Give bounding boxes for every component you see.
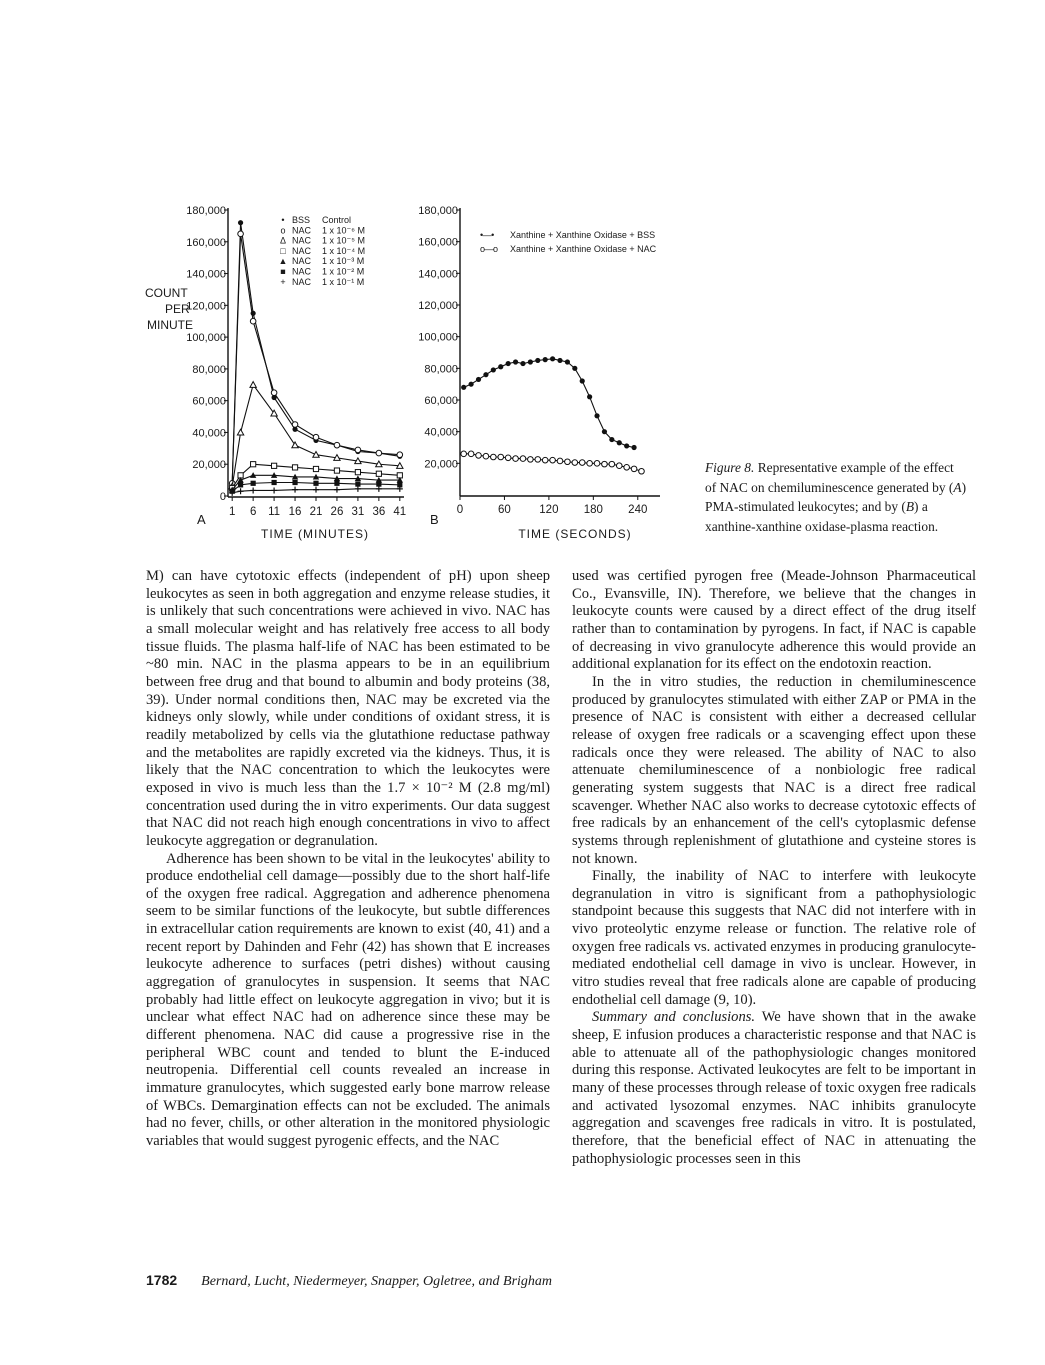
x-tick-label: 1 (228, 506, 236, 518)
legend-marker: ▲ (278, 256, 288, 267)
paragraph: used was certified pyrogen free (Meade-Johnson Pharmaceutical Co., Evansville, IN). Therefore, we believe that the changes in leukocyte counts were caused by a direct effect of the drug itself rather than to contamination by pyrogens. In fact, if NAC is capable of decreasing in vivo granulocyte adherence this would provide an additional explanation for its effect on the endotoxin reaction. (572, 568, 976, 673)
data-point (461, 385, 466, 390)
paragraph: M) can have cytotoxic effects (independent of pH) upon sheep leukocytes as seen in both aggregation and enzyme release studies, it is unlikely that such concentrations were achieved in vivo. NAC has a small molecular weight and has relatively free access to all body tissue fluids. The plasma half-life of NAC has been estimated to be ~80 min. NAC in the plasma appears to be in an equilibrium between free drug and that bound to albumin and body proteins (38, 39). Under normal conditions then, NAC may be excreted via the kidneys only slowly, while under conditions of oxidant stress, it is readily metabolized by cells via the glutathione reductase pathway and the metabolites are rapidly excreted via the kidneys. Thus, it is likely that the NAC concentration to which the leukocytes were exposed in vivo is much less than the 1.7 × 10⁻² M (2.8 mg/ml) concentration used during the in vitro experiments. Our data suggest that NAC did not reach high enough concentrations in vivo to affect leukocyte aggregation or degranulation. (146, 568, 550, 849)
data-point (238, 488, 244, 494)
page-number: 1782 (146, 1272, 178, 1288)
data-point (238, 482, 243, 487)
data-point (476, 453, 482, 459)
data-point (483, 453, 489, 459)
y-tick-label: 120,000 (418, 300, 458, 312)
data-point (520, 361, 525, 366)
data-point (292, 465, 297, 470)
data-point (572, 366, 577, 371)
data-point (550, 457, 556, 463)
data-point (292, 487, 298, 493)
legend-label: Xanthine + Xanthine Oxidase + NAC (510, 244, 657, 254)
data-point (579, 460, 585, 466)
data-point (565, 359, 570, 364)
data-point (505, 455, 511, 461)
y-tick-label: 0 (219, 491, 226, 503)
y-axis-label: PER (165, 302, 190, 316)
y-tick-label: 20,000 (424, 458, 458, 471)
data-point (506, 361, 511, 366)
legend-marker: •—• (480, 230, 494, 240)
data-point (616, 463, 622, 469)
x-tick-label: 26 (330, 506, 344, 518)
data-point (491, 454, 497, 460)
data-point (587, 461, 593, 467)
x-axis-label: TIME (MINUTES) (261, 527, 369, 541)
series-line (464, 359, 634, 448)
y-axis-label: COUNT (145, 286, 188, 300)
chart-panel-b (418, 205, 660, 541)
x-tick-label: 16 (288, 506, 302, 518)
legend-marker: Δ (279, 235, 287, 246)
data-point (461, 451, 467, 457)
data-point (624, 443, 629, 448)
y-tick-label: 40,000 (424, 426, 458, 439)
data-point (292, 480, 297, 485)
page-footer (146, 1272, 552, 1290)
data-point (469, 382, 474, 387)
data-point (334, 468, 339, 473)
data-point (513, 456, 519, 462)
data-point (542, 457, 548, 463)
x-tick-label: 11 (268, 506, 281, 518)
legend-desc: 1 x 10⁻¹ M (322, 276, 365, 287)
x-tick-label: 60 (498, 504, 511, 516)
data-point (271, 480, 276, 485)
y-tick-label: 60,000 (192, 395, 226, 408)
legend-label: Xanthine + Xanthine Oxidase + BSS (510, 230, 656, 240)
y-tick-label: 160,000 (186, 236, 226, 249)
legend-marker: o (280, 225, 286, 236)
caption-text-1: Representative example of the effect of NAC on chemiluminescence generated by ( (705, 460, 954, 495)
data-point (565, 459, 571, 465)
summary-paragraph (572, 1009, 976, 1168)
data-point (313, 451, 319, 457)
data-point (313, 434, 319, 440)
data-point (572, 460, 578, 466)
data-point (587, 394, 592, 399)
data-point (251, 462, 256, 467)
body-column-right (572, 568, 976, 1168)
x-tick-label: 41 (393, 506, 407, 518)
data-point (483, 372, 488, 377)
data-point (609, 437, 614, 442)
paragraph: Adherence has been shown to be vital in the leukocytes' ability to produce endothelial cell damage—possibly due to the short half-life of the oxygen free radical. Aggregation and adherence phenomena seem to be similar functions of the leukocyte, but subtle differences in extracellular cation requirements are known to exist (40, 41) and a recent report by Dahinden and Fehr (42) has shown that E increases leukocyte adherence to surfaces (petri dishes) without causing aggregation of granulocytes in suspension. It seems that NAC probably had little effect on leukocyte aggregation in vivo; but it is unclear what effect NAC had on adherence since these may be different phenomena. NAC did cause a progressive rise in the peripheral WBC count and tended to blunt the E-induced neutropenia. Differential cell counts revealed an increase in immature granulocytes, which suggested early bone marrow release of WBCs. Demargination effects can not be excluded. The animals had no fever, chills, or other alteration in the monitored physiologic variables that would suggest pyrogenic effects, and the NAC (146, 850, 550, 1149)
data-point (397, 452, 403, 458)
data-point (498, 454, 504, 460)
data-point (602, 461, 608, 467)
data-point (376, 471, 381, 476)
x-tick-label: 120 (539, 504, 559, 516)
data-point (617, 440, 622, 445)
data-point (313, 466, 318, 471)
x-tick-label: 36 (372, 506, 386, 518)
legend-desc: 1 x 10⁻⁵ M (322, 235, 365, 246)
body-column-left (146, 568, 550, 1151)
y-tick-label: 80,000 (192, 363, 226, 376)
data-point (292, 422, 298, 428)
y-tick-label: 140,000 (418, 268, 458, 281)
data-point (292, 442, 298, 448)
data-point (334, 442, 340, 448)
y-tick-label: 80,000 (424, 363, 458, 376)
data-point (237, 429, 243, 435)
data-point (250, 318, 256, 324)
data-point (334, 487, 340, 493)
legend-desc: Control (322, 215, 352, 225)
y-tick-label: 100,000 (418, 331, 458, 344)
data-point (313, 481, 318, 486)
data-point (250, 487, 256, 493)
x-tick-label: 240 (628, 504, 648, 516)
data-point (468, 451, 474, 457)
y-tick-label: 60,000 (424, 395, 458, 407)
data-point (557, 458, 563, 464)
caption-text-3: ) a xanthine-xanthine oxidase-plasma reaction. (705, 499, 939, 534)
data-point (355, 447, 361, 453)
data-point (238, 231, 244, 237)
y-tick-label: 100,000 (186, 332, 226, 345)
summary-heading: Summary and conclusions. (592, 1009, 756, 1026)
series-line (232, 223, 400, 484)
x-tick-label: 0 (456, 504, 464, 516)
data-point (376, 450, 382, 456)
caption-text-2: ) PMA-stimulated leukocytes; and by ( (705, 479, 967, 514)
figure-caption (705, 458, 967, 536)
data-point (550, 356, 555, 361)
caption-panel-b: B (905, 499, 915, 514)
paragraph: Finally, the inability of NAC to interfere with leukocyte degranulation in vitro is significant from a pathophysiologic standpoint because this suggests that NAC did not interfere with in vivo proteolytic enzyme release or function. The relative role of oxygen free radicals vs. activated enzymes in producing granulocyte-mediated endothelial cell damage in vivo is unclear. However, in vitro studies reveal that free radicals alone are capable of producing endothelial cell damage (9, 10). (572, 868, 976, 1008)
x-tick-label: 6 (249, 506, 257, 518)
data-point (376, 486, 382, 492)
x-axis-label: TIME (SECONDS) (518, 527, 632, 541)
data-point (491, 367, 496, 372)
footer-authors: Bernard, Lucht, Niedermeyer, Snapper, Ogletree, and Brigham (201, 1274, 553, 1289)
data-point (334, 481, 339, 486)
data-point (602, 429, 607, 434)
legend-label: NAC (292, 276, 312, 287)
data-point (476, 377, 481, 382)
y-tick-label: 20,000 (192, 459, 226, 472)
data-point (543, 357, 548, 362)
data-point (528, 359, 533, 364)
data-point (250, 382, 256, 388)
legend-marker: □ (280, 245, 286, 256)
legend-marker: + (280, 276, 286, 287)
y-tick-label: 140,000 (186, 268, 226, 281)
legend-desc: 1 x 10⁻³ M (322, 256, 365, 267)
paragraph: In the in vitro studies, the reduction in chemiluminescence produced by granulocytes stimulated with either ZAP or PMA in the presence of NAC is consistent with either a decreased cellular release of oxygen free radicals or a scavenging effect upon these radicals once they were released. The ability of NAC to also attenuate chemiluminescence of a nonbiologic free radical generating system suggests that NAC is a direct free radical scavenger. Whether NAC also works to decrease cytotoxic effects of free radicals by an enhancement of the cell's cytoplasmic defense systems through replenishment of glutathione and cysteine stores is not known. (572, 673, 976, 867)
legend-desc: 1 x 10⁻⁴ M (322, 245, 366, 256)
legend-label: NAC (292, 225, 312, 236)
data-point (535, 358, 540, 363)
data-point (631, 466, 637, 472)
data-point (313, 487, 319, 493)
panel-label: A (197, 512, 206, 527)
data-point (535, 457, 541, 463)
panel-label: B (430, 512, 439, 527)
legend-marker: o—o (480, 244, 498, 254)
figure-label: Figure 8. (705, 460, 755, 475)
data-point (271, 463, 276, 468)
legend-label: NAC (292, 256, 312, 267)
x-tick-label: 31 (351, 506, 365, 518)
y-tick-label: 120,000 (186, 300, 226, 313)
data-point (580, 378, 585, 383)
caption-panel-a: A (953, 479, 962, 495)
chart-panel-a (145, 205, 406, 541)
data-point (513, 359, 518, 364)
data-point (355, 486, 361, 492)
legend-marker: ■ (280, 266, 286, 277)
legend-label: NAC (292, 266, 312, 277)
legend-label: NAC (292, 235, 312, 246)
data-point (631, 445, 636, 450)
data-point (609, 461, 615, 467)
data-point (639, 468, 645, 474)
y-tick-label: 180,000 (418, 205, 458, 217)
summary-text: We have shown that in the awake sheep, E infusion produces a characteristic response and that NAC is able to attenuate all of the pathophysiologic changes monitored during this response. Activated leukocytes are felt to be important in many of these processes through release of toxic oxygen free radicals and activated lysozomal enzymes. NAC inhibits granulocyte aggregation and scavenges free radicals in vitro. It is postulated, therefore, that the beneficial effect of NAC in attenuating the pathophysiologic processes seen in this (572, 1009, 976, 1167)
data-point (271, 487, 277, 493)
data-point (594, 461, 600, 467)
x-tick-label: 180 (583, 504, 603, 516)
legend-desc: 1 x 10⁻⁶ M (322, 225, 365, 236)
data-point (238, 220, 243, 225)
data-point (355, 470, 360, 475)
y-tick-label: 160,000 (418, 236, 458, 249)
y-tick-label: 180,000 (186, 205, 226, 217)
legend-label: BSS (292, 215, 311, 225)
data-point (271, 390, 277, 396)
y-axis-label: MINUTE (147, 318, 193, 332)
data-point (624, 464, 630, 470)
data-point (520, 456, 526, 462)
legend-label: NAC (292, 245, 312, 256)
data-point (557, 358, 562, 363)
legend-desc: 1 x 10⁻² M (322, 266, 365, 277)
legend-marker: • (281, 215, 285, 225)
x-tick-label: 21 (309, 506, 323, 518)
data-point (251, 481, 256, 486)
series-line (232, 234, 400, 483)
y-tick-label: 40,000 (192, 427, 226, 440)
data-point (528, 457, 534, 463)
data-point (594, 413, 599, 418)
data-point (498, 364, 503, 369)
